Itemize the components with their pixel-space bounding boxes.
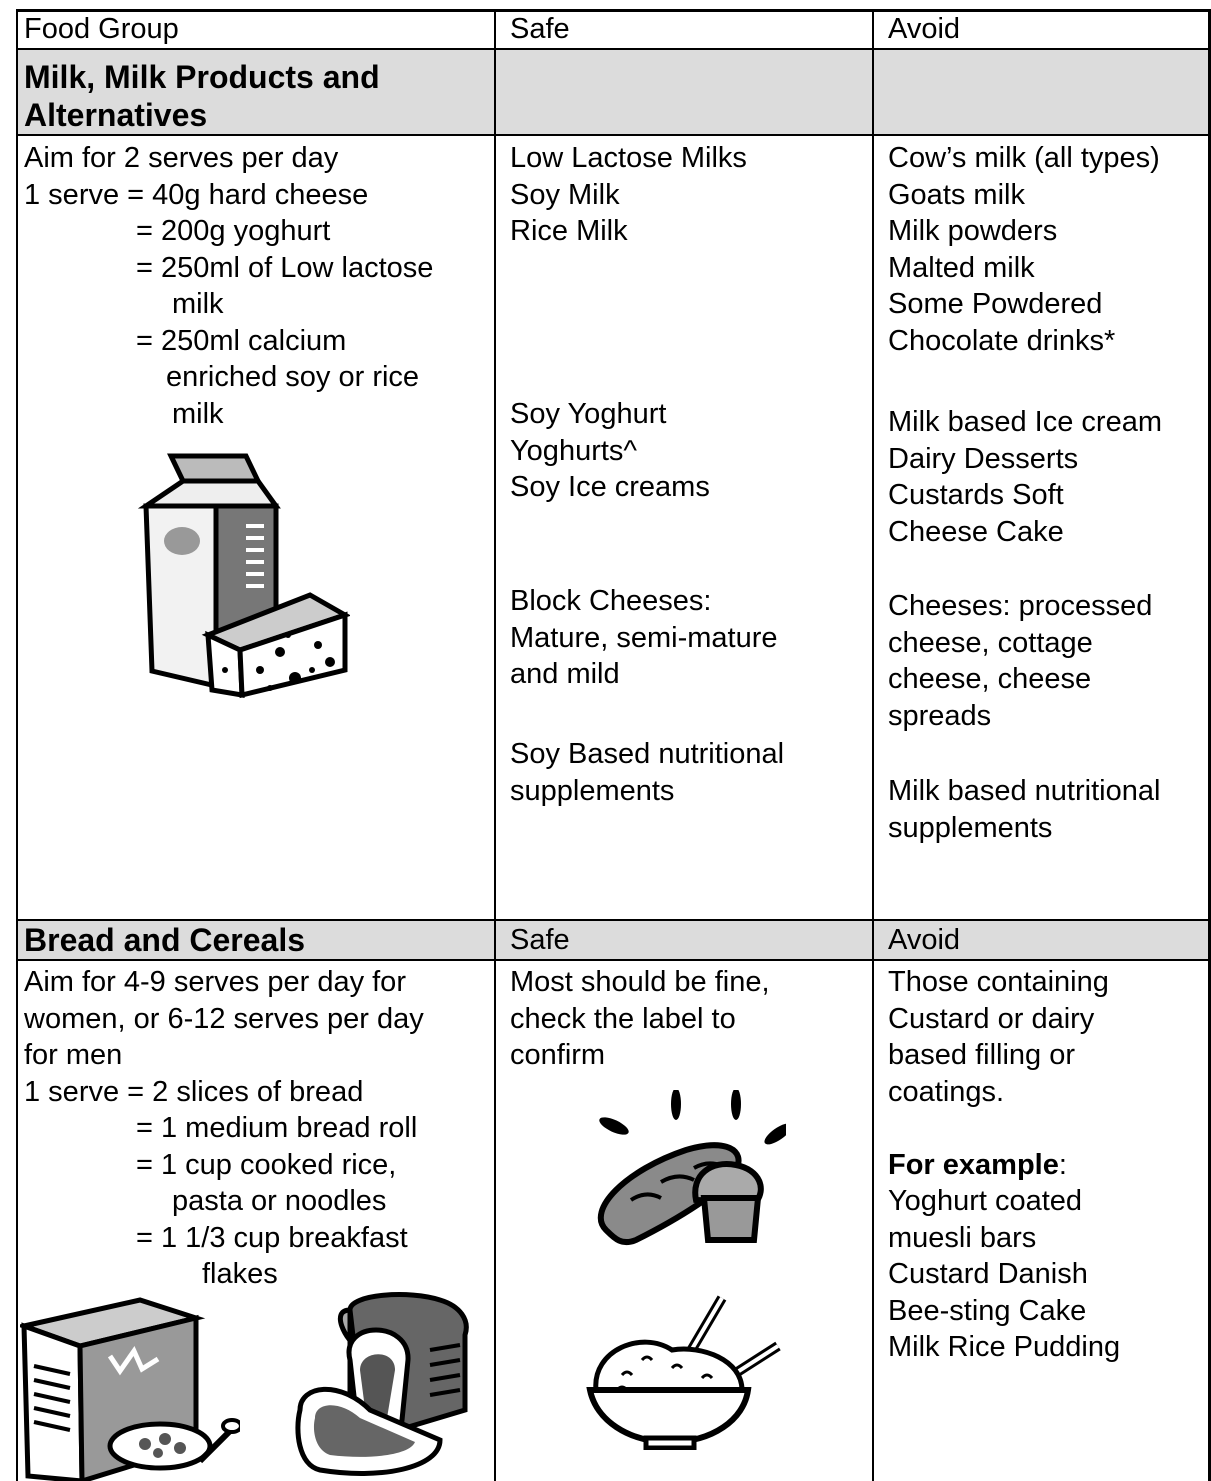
bread-safe-header: Safe	[510, 924, 570, 956]
milk-avoid-list	[888, 140, 1160, 359]
list-item: Soy Yoghurt	[510, 398, 667, 430]
list-item: spreads	[888, 699, 992, 732]
milk-serves: Aim for 2 serves per day 1 serve = 40g hard cheese = 200g yoghurt = 250ml of Low lactose milk = 250ml calcium enriched soy or rice milk	[24, 142, 434, 430]
list-item: Mature, semi-mature	[510, 621, 778, 654]
list-item: cheese, cheese	[888, 663, 1092, 695]
list-item: Soy Milk	[510, 178, 620, 211]
bread-loaf-icon	[290, 1290, 490, 1480]
list-item: muesli bars	[888, 1221, 1037, 1254]
list-item: Those containing	[888, 966, 1109, 998]
bread-avoid-list	[888, 964, 1120, 1366]
list-item: Goats milk	[888, 178, 1025, 211]
list-item: Milk based Ice cream	[888, 406, 1162, 438]
milk-avoid-desserts-list	[888, 404, 1162, 550]
list-item: based filling or	[888, 1039, 1075, 1071]
list-item: Dairy Desserts	[888, 442, 1079, 475]
bread-serves: Aim for 4-9 serves per day for women, or 6-12 serves per day for men 1 serve = 2 slices of bread = 1 medium bread roll = 1 cup cooked rice, pasta or noodles = 1 1/3 cup breakfast flakes	[24, 966, 424, 1290]
milk-avoid-cheese-list	[888, 588, 1152, 734]
example-label: For example:	[888, 1148, 1067, 1181]
milk-avoid-supplements-list	[888, 773, 1160, 846]
list-item: Yoghurt coated	[888, 1185, 1083, 1217]
list-item: Malted milk	[888, 251, 1035, 284]
list-item: Soy Ice creams	[510, 471, 710, 503]
list-item: Cheeses: processed	[888, 590, 1153, 622]
list-item: and mild	[510, 658, 620, 690]
list-item: coatings.	[888, 1075, 1005, 1108]
list-item: supplements	[888, 811, 1053, 844]
list-item: Cheese Cake	[888, 515, 1064, 548]
milk-section-title: Milk, Milk Products and Alternatives	[24, 59, 380, 133]
header-food-group: Food Group	[24, 13, 179, 45]
milk-safe-list	[510, 140, 747, 250]
bread-section-title: Bread and Cereals	[24, 922, 306, 958]
list-item: Rice Milk	[510, 215, 628, 247]
list-item: Soy Based nutritional	[510, 738, 785, 770]
header-safe: Safe	[510, 13, 570, 45]
list-item: cheese, cottage	[888, 626, 1093, 659]
list-item: Block Cheeses:	[510, 585, 712, 617]
list-item: Chocolate drinks*	[888, 324, 1116, 357]
cheese-wedge-icon	[200, 590, 350, 700]
bread-safe-list: Most should be fine, check the label to confirm	[510, 966, 770, 1071]
list-item: Bee-sting Cake	[888, 1294, 1087, 1327]
list-item: Low Lactose Milks	[510, 142, 747, 174]
list-item: Cow’s milk (all types)	[888, 142, 1160, 174]
bread-avoid-header: Avoid	[888, 924, 961, 956]
list-item: supplements	[510, 774, 675, 807]
list-item: Yoghurts^	[510, 434, 638, 467]
list-item: Some Powdered	[888, 288, 1103, 320]
milk-safe-cheese-list	[510, 583, 778, 693]
milk-safe-yoghurt-list	[510, 396, 710, 506]
cereal-box-icon	[20, 1296, 240, 1481]
rice-bowl-icon	[582, 1290, 782, 1450]
list-item: Milk based nutritional	[888, 775, 1161, 807]
list-item: Custard or dairy	[888, 1002, 1095, 1035]
list-item: Custards Soft	[888, 479, 1064, 511]
header-avoid: Avoid	[888, 13, 961, 45]
bread-roll-icon	[586, 1090, 786, 1250]
list-item: Milk powders	[888, 215, 1058, 247]
milk-safe-supplements-list	[510, 736, 784, 809]
list-item: Milk Rice Pudding	[888, 1331, 1121, 1363]
list-item: Custard Danish	[888, 1258, 1088, 1290]
